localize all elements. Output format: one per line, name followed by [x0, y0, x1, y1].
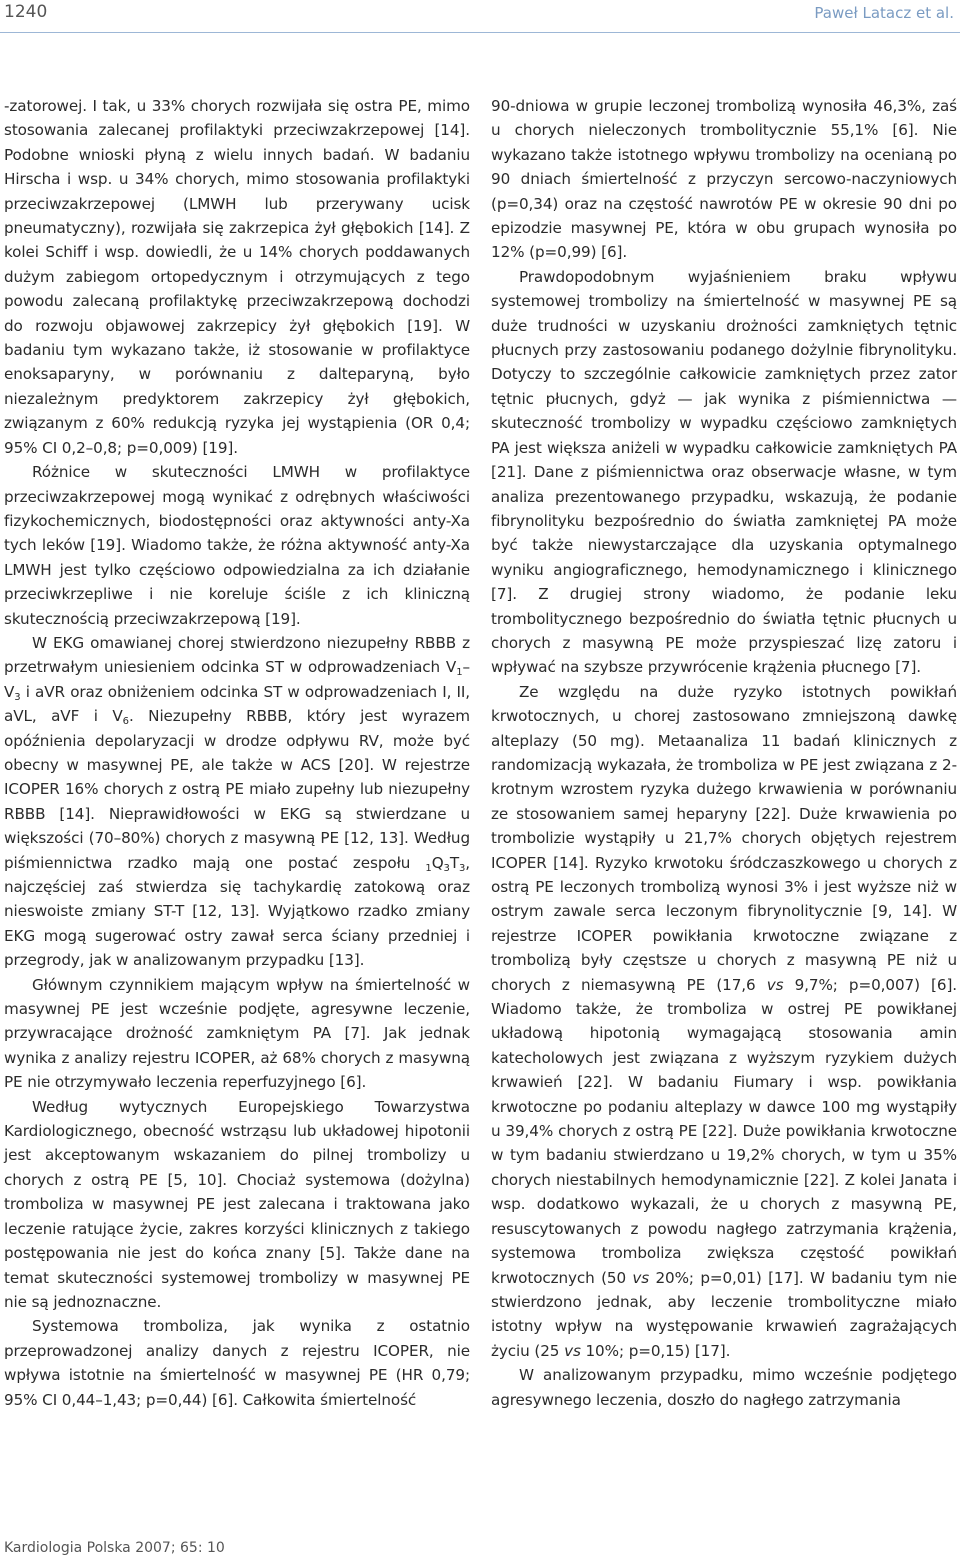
paragraph: Według wytycznych Europejskiego Towarzystwa Kardiologicznego, obecność wstrząsu lub układowej hipotonii jest akceptowanym wskazaniem do pilnej trombolizy u chorych z ostrą PE [5, 10]. Chociaż systemowa (dożylna) tromboliza w masywnej PE jest zalecana i traktowana jako leczenie ratujące życie, zakres korzyści klinicznych z takiego postępowania nie jest do końca znany [5]. Także dane na temat skuteczności systemowej trombolizy w masywnej PE nie są jednoznaczne.	[4, 1097, 470, 1311]
paragraph: -zatorowej. I tak, u 33% chorych rozwijała się ostra PE, mimo stosowania zalecanej profilaktyki przeciwzakrzepowej [14]. Podobne wnioski płyną z wielu innych badań. W badaniu Hirscha i wsp. u 34% chorych, mimo stosowania profilaktyki przeciwzakrzepowej (LMWH lub przerywany ucisk pneumatyczny), rozwijała się zakrzepica żył głębokich [14]. Z kolei Schiff i wsp. dowiedli, że u 14% chorych poddawanych dużym zabiegom ortopedycznym i otrzymujących z tego powodu zalecaną profilaktykę przeciwzakrzepową dochodzi do rozwoju objawowej zakrzepicy żył głębokich [19]. W badaniu tym wykazano także, iż stosowanie w profilaktyce enoksaparyny, w porównaniu z dalteparyną, było niezależnym predyktorem zakrzepicy żył głębokich, związanym z 60% redukcją ryzyka jej wystąpienia (OR 0,4; 95% CI 0,2–0,8; p=0,009) [19].	[4, 97, 470, 457]
paragraph-ekg: W EKG omawianej chorej stwierdzono niezupełny RBBB z przetrwałym uniesieniem odcinka ST w odprowadzeniach $V_1-V_3$ i aVR oraz obniżeniem odcinka ST w odprowadzeniach I, II, aVL, aVF i $V_6$. Niezupełny RBBB, który jest wyrazem opóźnienia depolaryzacji w drodze odpływu RV, może być obecny w masywnej PE, ale także w ACS [20]. W rejestrze ICOPER 16% chorych z ostrą PE miało zupełny lub niezupełny RBBB [14]. Nieprawidłowości w EKG są stwierdzane u większości (70–80%) chorych z masywną PE [12, 13]. Według piśmiennictwa rzadko mają one postać zespołu $_1Q_3T_3$, najczęściej zaś stwierdza się tachykardię zatokową oraz nieswoiste zmiany ST-T [12, 13]. Wyjątkowo rzadko zmiany EKG mogą sugerować ostry zawał serca ściany przedniej i przegrody, jak w analizowanym przypadku [13].	[4, 633, 470, 970]
right-column	[491, 94, 957, 1412]
paragraph: Ze względu na duże ryzyko istotnych powikłań krwotocznych, u chorej zastosowano zmniejszoną dawkę alteplazy (50 mg). Metaanaliza 11 badań klinicznych z randomizacją wykazała, że tromboliza w PE jest związana z 2-krotnym wzrostem ryzyka dużego krwawienia w porównaniu ze stosowaniem samej heparyny [22]. Duże krwawienia po trombolizie wystąpiły u 21,7% chorych objętych rejestrem ICOPER [14]. Ryzyko krwotoku śródczaszkowego u chorych z ostrą PE leczonych trombolizą wynosi 3% i jest wyższe niż w ostrym zawale serca leczonym fibrynolitycznie [9, 14]. W rejestrze ICOPER powikłania krwotoczne związane z trombolizą były częstsze u chorych z masywną PE niż u chorych z niemasywną PE (17,6 vs 9,7%; p=0,007) [6]. Wiadomo także, że tromboliza w ostrej PE powikłanej układową hipotonią wymagającą stosowania amin katecholowych jest związana z wyższym ryzykiem dużych krwawień [22]. W badaniu Fiumary i wsp. powikłania krwotoczne po podaniu alteplazy w dawce 100 mg wystąpiły u 39,4% chorych z ostrą PE [22]. Duże powikłania krwotoczne w tym badaniu stwierdzano u 19,2% chorych, w tym u 35% chorych niestabilnych hemodynamicznie [22]. Z kolei Janata i wsp. dodatkowo wykazali, że u chorych z masywną PE, resuscytowanych z powodu nagłego zatrzymania krążenia, systemowa tromboliza zwiększa częstość powikłań krwotocznych (50 vs 20%; p=0,01) [17]. W badaniu tym nie stwierdzono jednak, aby leczenie trombolityczne miało istotny wpływ na występowanie krwawień zagrażających życiu (25 vs 10%; p=0,15) [17].	[491, 682, 957, 1360]
header-rule	[0, 32, 960, 33]
paragraph: Głównym czynnikiem mającym wpływ na śmiertelność w masywnej PE jest wcześnie podjęte, agresywne leczenie, przywracające drożność zamkniętym PA [7]. Jak jednak wynika z analizy rejestru ICOPER, aż 68% chorych z masywną PE nie otrzymywało leczenia reperfuzyjnego [6].	[4, 975, 470, 1092]
paragraph: Systemowa tromboliza, jak wynika z ostatnio przeprowadzonej analizy danych z rejestru ICOPER, nie wpływa istotnie na śmiertelność w masywnej PE (HR 0,79; 95% CI 0,44–1,43; p=0,44) [6]. Całkowita śmiertelność	[4, 1317, 470, 1409]
paragraph: W analizowanym przypadku, mimo wcześnie podjętego agresywnego leczenia, doszło do nagłego zatrzymania	[491, 1366, 957, 1409]
paragraph: Różnice w skuteczności LMWH w profilaktyce przeciwzakrzepowej mogą wynikać z odrębnych właściwości fizykochemicznych, biodostępności oraz aktywności anty-Xa tych leków [19]. Wiadomo także, że różna aktywność anty-Xa LMWH jest tylko częściowo odpowiedzialna za ich działanie przeciwkrzepliwe i nie koreluje ściśle z ich kliniczną skutecznością przeciwzakrzepową [19].	[4, 463, 470, 628]
paragraph: 90-dniowa w grupie leczonej trombolizą wynosiła 46,3%, zaś u chorych nieleczonych trombolitycznie 55,1% [6]. Nie wykazano także istotnego wpływu trombolizy na ocenianą po 90 dniach śmiertelność z przyczyn sercowo-naczyniowych (p=0,34) oraz na częstość nawrotów PE w okresie 90 dni po epizodzie masywnej PE, która w obu grupach wynosiła po 12% (p=0,99) [6].	[491, 97, 957, 262]
paragraph: Prawdopodobnym wyjaśnieniem braku wpływu systemowej trombolizy na śmiertelność w masywnej PE są duże trudności w uzyskaniu drożności zamkniętych tętnic płucnych przy zastosowaniu podanego dożylnie fibrynolityku. Dotyczy to szczególnie całkowicie zamkniętych przez zator tętnic płucnych, gdyż — jak wynika z piśmiennictwa — skuteczność trombolizy w wypadku częściowo zamkniętych PA jest większa aniżeli w wypadku całkowicie zamkniętych PA [21]. Dane z piśmiennictwa oraz obserwacje własne, w tym analiza prezentowanego przypadku, wskazują, że podanie fibrynolityku bezpośrednio do światła zamkniętej PA może być także niewystarczające dla uzyskania optymalnego wyniku angiograficznego, hemodynamicznego i klinicznego [7]. Z drugiej strony wiadomo, że podanie leku trombolitycznego bezpośrednio do światła tętnic płucnych u chorych z masywną PE może przyspieszać lizę zatoru i wpływać na szybsze przywrócenie krążenia płucnego [7].	[491, 267, 957, 677]
journal-footer: Kardiologia Polska 2007; 65: 10	[4, 1540, 225, 1556]
page-number: 1240	[4, 2, 48, 22]
author-running-head: Paweł Latacz et al.	[814, 4, 954, 22]
left-column	[4, 94, 470, 1412]
